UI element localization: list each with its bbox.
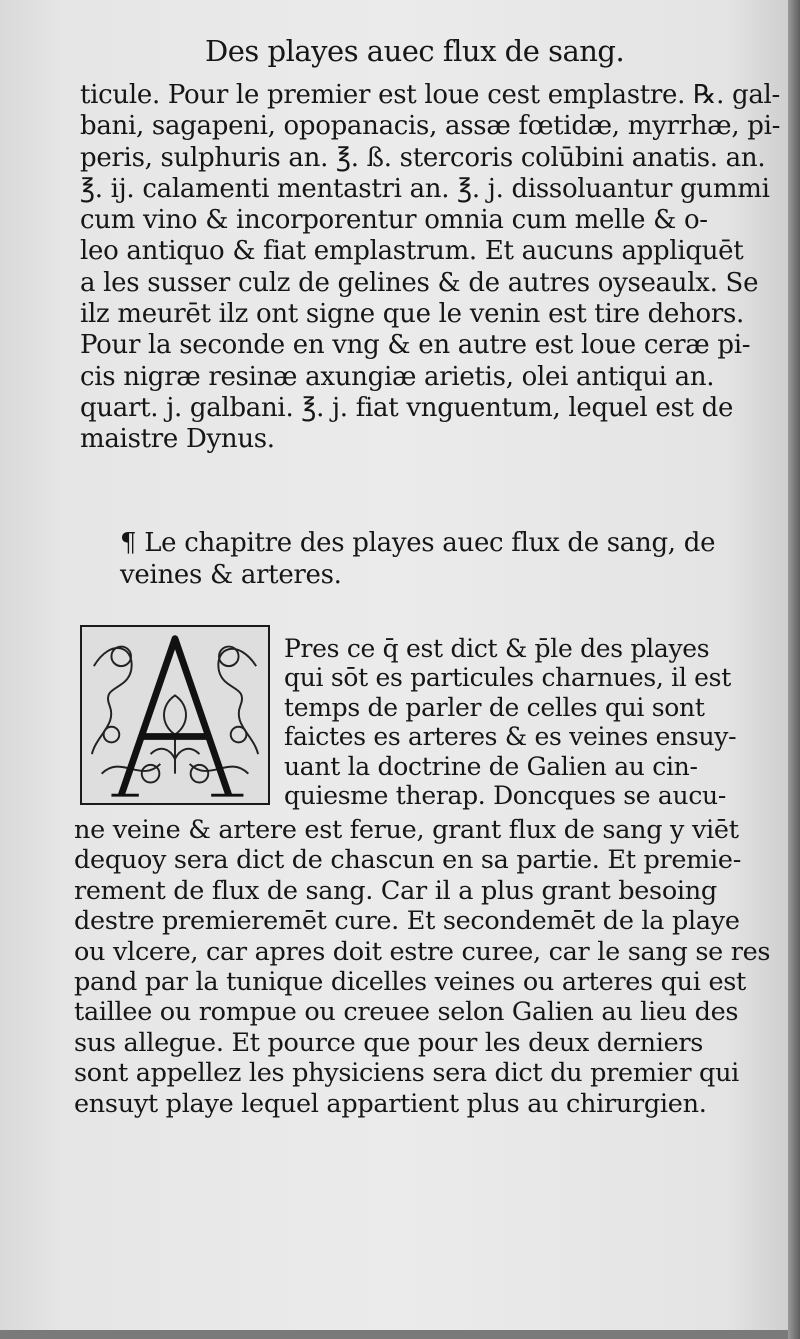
text-line: faictes es arteres & es veines ensuy- bbox=[284, 722, 737, 752]
running-header: Des playes auec flux de sang. bbox=[205, 34, 625, 68]
text-line: Pres ce q̄ est dict & p̄le des playes bbox=[284, 634, 710, 663]
text-line: peris, sulphuris an. ℥. ß. stercoris colūbini anatis. an. bbox=[80, 142, 766, 173]
text-line: maistre Dynus. bbox=[80, 424, 275, 455]
text-line: destre premieremēt cure. Et secondemēt de la playe bbox=[74, 906, 740, 937]
decorated-initial-letter bbox=[80, 625, 270, 805]
text-line: taillee ou rompue ou creuee selon Galien au lieu des bbox=[74, 997, 739, 1028]
text-line: sont appellez les physiciens sera dict du premier qui bbox=[74, 1058, 740, 1089]
paragraph-2-indented bbox=[284, 634, 737, 811]
text-line: bani, sagapeni, opopanacis, assæ fœtidæ, myrrhæ, pi- bbox=[80, 111, 781, 142]
text-line: cis nigræ resinæ axungiæ arietis, olei antiqui an. bbox=[80, 361, 715, 392]
text-line: a les susser culz de gelines & de autres oyseaulx. Se bbox=[80, 267, 759, 298]
text-line: qui sōt es particules charnues, il est bbox=[284, 663, 731, 693]
text-line: ne veine & artere est ferue, grant flux de sang y viēt bbox=[74, 815, 739, 845]
page-edge-shadow bbox=[788, 0, 800, 1339]
text-line: ensuyt playe lequel appartient plus au chirurgien. bbox=[74, 1088, 707, 1119]
text-line: ou vlcere, car apres doit estre curee, car le sang se res bbox=[74, 936, 771, 967]
text-line: uant la doctrine de Galien au cin- bbox=[284, 751, 698, 781]
text-line: Pour la seconde en vng & en autre est loue ceræ pi- bbox=[80, 330, 751, 361]
text-line: quart. j. galbani. ℥. j. fiat vnguentum, lequel est de bbox=[80, 392, 734, 423]
text-line: ilz meurēt ilz ont signe que le venin est tire dehors. bbox=[80, 299, 745, 330]
text-line: quiesme therap. Doncques se aucu- bbox=[284, 781, 726, 811]
text-line: leo antiquo & fiat emplastrum. Et aucuns appliquēt bbox=[80, 236, 744, 267]
text-line: dequoy sera dict de chascun en sa partie. Et premie- bbox=[74, 845, 742, 876]
chapter-heading bbox=[120, 527, 720, 591]
text-line: sus allegue. Et pource que pour les deux derniers bbox=[74, 1027, 704, 1058]
chapter-heading-line: ¶ Le chapitre des playes auec flux de sang, de bbox=[120, 528, 716, 558]
paragraph-1 bbox=[80, 80, 781, 456]
ornamental-initial-image bbox=[82, 627, 268, 803]
text-line: cum vino & incorporentur omnia cum melle & o- bbox=[80, 205, 708, 236]
text-line: rement de flux de sang. Car il a plus grant besoing bbox=[74, 875, 717, 906]
paragraph-2-continued bbox=[74, 815, 771, 1119]
text-line: ticule. Pour le premier est loue cest emplastre. ℞. gal- bbox=[80, 80, 781, 110]
text-line: ℥. ij. calamenti mentastri an. ℥. j. dissoluantur gummi bbox=[80, 173, 770, 204]
chapter-heading-line: veines & arteres. bbox=[120, 560, 342, 590]
text-line: pand par la tunique dicelles veines ou arteres qui est bbox=[74, 967, 746, 998]
text-line: temps de parler de celles qui sont bbox=[284, 692, 705, 722]
